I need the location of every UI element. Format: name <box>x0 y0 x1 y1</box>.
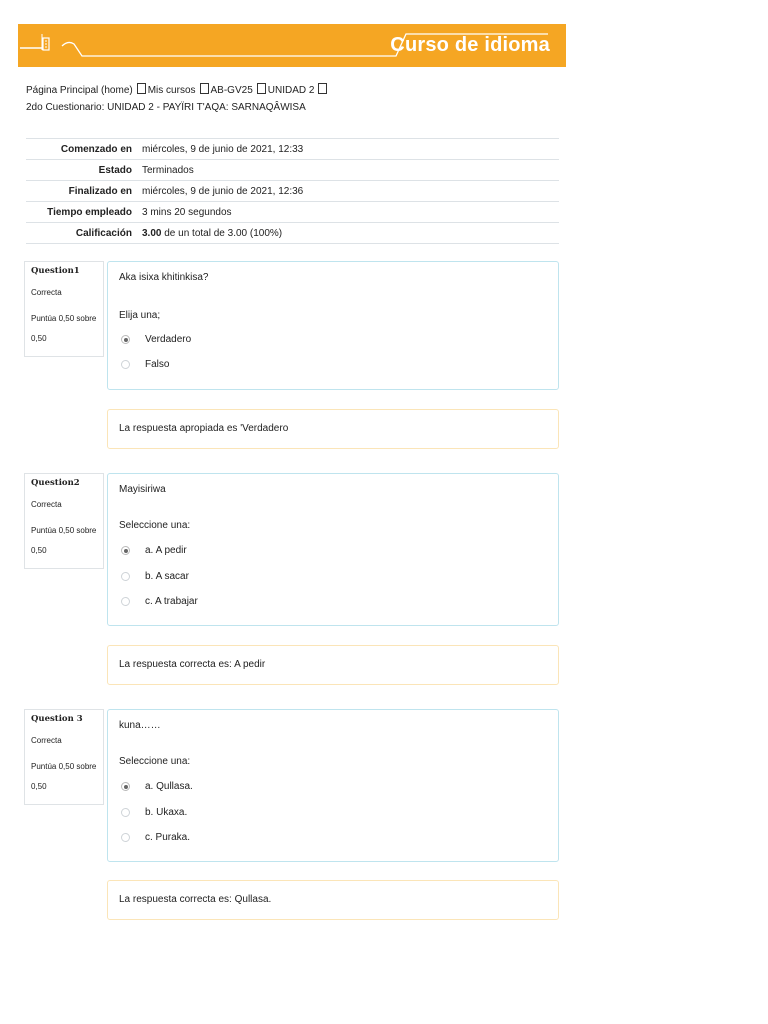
breadcrumb <box>26 82 329 116</box>
radio-selected-icon[interactable] <box>121 546 130 555</box>
option-label[interactable]: b. Ukaxa. <box>145 806 188 818</box>
radio-selected-icon[interactable] <box>121 335 130 344</box>
option-label[interactable]: a. A pedir <box>145 544 187 556</box>
option-label[interactable]: Falso <box>145 358 170 370</box>
summary-row <box>26 139 559 160</box>
answer-option[interactable] <box>121 569 189 583</box>
feedback-box <box>107 409 559 449</box>
question-number: Question2 <box>31 478 80 488</box>
answer-option[interactable] <box>121 805 187 819</box>
question-status: Correcta <box>31 736 62 745</box>
attempt-summary-table <box>26 138 559 244</box>
course-title: Curso de idioma <box>390 34 550 56</box>
option-label[interactable]: Verdadero <box>145 333 192 345</box>
answer-option[interactable] <box>121 357 169 371</box>
answer-option[interactable] <box>121 779 193 793</box>
summary-value: miércoles, 9 de junio de 2021, 12:36 <box>142 181 559 202</box>
radio-icon[interactable] <box>121 597 130 606</box>
grade-score: 3.00 <box>142 227 162 239</box>
summary-row <box>26 223 559 244</box>
question-status: Correcta <box>31 500 62 509</box>
feedback-text: La respuesta correcta es: Qullasa. <box>119 894 272 905</box>
summary-row <box>26 160 559 181</box>
separator-icon <box>318 83 327 94</box>
breadcrumb-quiz[interactable]: 2do Cuestionario: UNIDAD 2 - PAYÏRI T'AQA: SARNAQÂWISA <box>26 102 306 113</box>
separator-icon <box>257 83 266 94</box>
question-box <box>107 261 559 390</box>
radio-selected-icon[interactable] <box>121 782 130 791</box>
question-text: kuna…… <box>119 720 161 731</box>
question-prompt: Seleccione una: <box>119 756 191 767</box>
option-label[interactable]: c. A trabajar <box>145 595 198 607</box>
question-prompt: Seleccione una: <box>119 520 191 531</box>
summary-row <box>26 202 559 223</box>
option-label[interactable]: c. Puraka. <box>145 831 191 843</box>
question-grade: Puntúa 0,50 sobre 0,50 <box>31 762 97 791</box>
summary-value: Terminados <box>142 160 559 181</box>
question-status: Correcta <box>31 288 62 297</box>
grade-total: de un total de 3.00 (100%) <box>161 227 283 239</box>
question-text: Aka isixa khitinkisa? <box>119 272 209 283</box>
answer-option[interactable] <box>121 594 198 608</box>
summary-label: Comenzado en <box>26 139 142 160</box>
answer-option[interactable] <box>121 830 190 844</box>
answer-option[interactable] <box>121 543 187 557</box>
option-label[interactable]: a. Qullasa. <box>145 780 193 792</box>
summary-value: miércoles, 9 de junio de 2021, 12:33 <box>142 139 559 160</box>
breadcrumb-my-courses[interactable]: Mis cursos <box>147 85 196 96</box>
separator-icon <box>137 83 146 94</box>
question-info <box>24 261 104 357</box>
summary-label: Estado <box>26 160 142 181</box>
question-number: Question1 <box>31 266 80 276</box>
question-box <box>107 709 559 862</box>
breadcrumb-course[interactable]: AB-GV25 <box>210 85 253 96</box>
option-label[interactable]: b. A sacar <box>145 570 189 582</box>
question-info <box>24 473 104 569</box>
question-prompt: Elija una; <box>119 310 161 321</box>
radio-icon[interactable] <box>121 833 130 842</box>
summary-row <box>26 181 559 202</box>
breadcrumb-home[interactable]: Página Principal (home) <box>26 85 133 96</box>
separator-icon <box>200 83 209 94</box>
summary-value: 3 mins 20 segundos <box>142 202 559 223</box>
feedback-text: La respuesta apropiada es 'Verdadero <box>119 423 289 434</box>
question-box <box>107 473 559 626</box>
question-number: Question 3 <box>31 714 83 724</box>
radio-icon[interactable] <box>121 808 130 817</box>
feedback-box <box>107 645 559 685</box>
radio-icon[interactable] <box>121 572 130 581</box>
summary-label: Tiempo empleado <box>26 202 142 223</box>
radio-icon[interactable] <box>121 360 130 369</box>
question-info <box>24 709 104 805</box>
question-grade: Puntúa 0,50 sobre 0,50 <box>31 314 97 343</box>
question-grade: Puntúa 0,50 sobre 0,50 <box>31 526 97 555</box>
breadcrumb-unit[interactable]: UNIDAD 2 <box>267 85 315 96</box>
answer-option[interactable] <box>121 332 191 346</box>
summary-value <box>142 223 559 244</box>
summary-label: Calificación <box>26 223 142 244</box>
summary-label: Finalizado en <box>26 181 142 202</box>
question-text: Mayisiriwa <box>119 484 166 495</box>
feedback-box <box>107 880 559 920</box>
feedback-text: La respuesta correcta es: A pedir <box>119 659 266 670</box>
header-banner <box>18 24 566 67</box>
